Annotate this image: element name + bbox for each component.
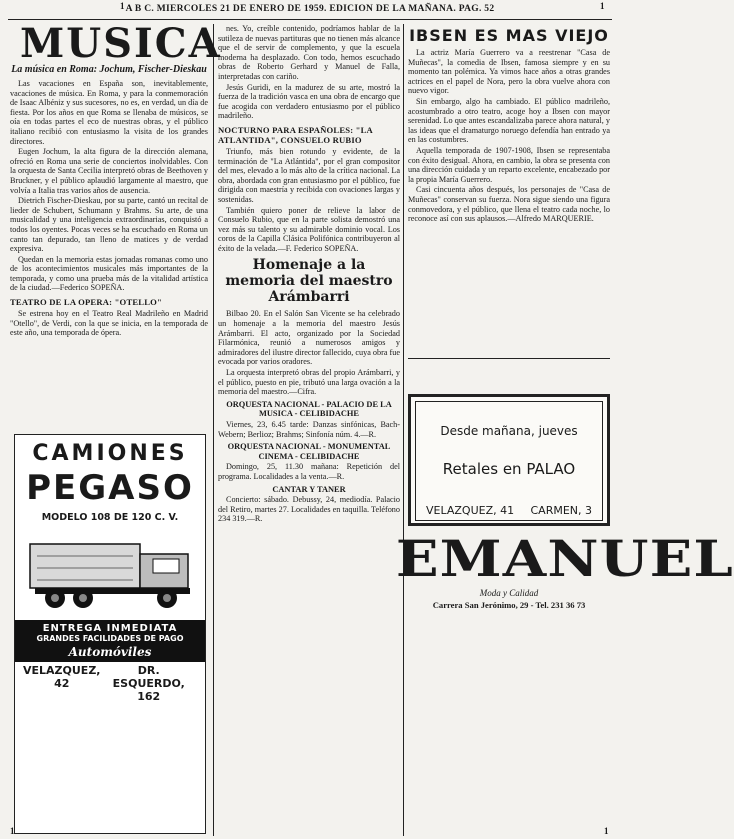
article-paragraph: Dietrich Fischer-Dieskau, por su parte, cantó un recital de lieder de Schubert, Schumann y Brahms. Su arte, de una musicalidad y una inteligencia extraordinarias, conquistó a todos los oyentes. Pocas veces se ha escuchado en Roma un canto tan depurado, tan lleno de matices y de verdad expresiva. <box>10 196 208 254</box>
pegaso-advertisement[interactable] <box>14 434 206 834</box>
palao-addresses <box>416 504 602 517</box>
page-header: A B C. MIERCOLES 21 DE ENERO DE 1959. EDICION DE LA MAÑANA. PAG. 52 <box>125 4 495 14</box>
emanuel-tagline: Moda y Calidad <box>479 588 539 598</box>
truck-illustration <box>25 526 195 616</box>
column-divider-left <box>213 24 214 836</box>
ad-camiones: CAMIONES <box>32 441 188 466</box>
intro-paragraph: nes. Yo, creíble contenido, podríamos hablar de la sutileza de nuevas partituras que no tienen más alcance que el de servir de complemento, y que la escuela moderna ha desplazado. Con todo, hemos escuchado obras de Roberto Gerhard y Manuel de Falla, interpretadas con cariño. <box>218 24 400 81</box>
section-paragraph: La orquesta interpretó obras del propio Arámbarri, y el público, puesto en pie, tributó una larga ovación a la memoria del maestro.—Cifra. <box>218 368 400 397</box>
ad-address-right: DR. ESQUERDO, 162 <box>112 664 185 703</box>
emanuel-advertisement[interactable] <box>395 529 734 616</box>
article-paragraph: Las vacaciones en España son, inevitablemente, vacaciones de música. En Roma, y para la conmemoración de Isaac Albéniz y sus sucesores, no es, en verdad, un día de fiesta. Por los años en que Roma se llenaba de músicos, se oía en todas partes el eco de nuestras obras, y el público italiano recibió con entusiasmo la visita de los grandes directores. <box>10 79 208 146</box>
ad-pegaso-brand: PEGASO <box>26 468 194 508</box>
section-title-atlantida: NOCTURNO PARA ESPAÑOLES: "LA ATLANTIDA", CONSUELO RUBIO <box>218 124 373 145</box>
ad-payment: GRANDES FACILIDADES DE PAGO <box>36 634 184 643</box>
section-paragraph: También quiero poner de relieve la labor de Consuelo Rubio, que en la parte solista demostró una vez más su talento y su admirable dominio vocal. Los coros de la Capilla Clásica Polifónica contribuyeron al éxito de la velada.—F. Federico SOPEÑA. <box>218 205 400 253</box>
ibsen-bottom-rule <box>408 358 610 359</box>
corner-mark-bottom-left: 1 <box>10 826 15 836</box>
ibsen-paragraph: Aquella temporada de 1907-1908, Ibsen se representaba con éxito desigual. Ahora, en cambio, la obra se presenta con una dirección cuidada y un reparto excelente, encabezado por la propia María Guerrero. <box>408 145 610 184</box>
emanuel-contact: Carrera San Jerónimo, 29 - Tel. 231 36 73 <box>432 600 586 610</box>
section-paragraph: Bilbao 20. En el Salón San Vicente se ha celebrado un homenaje a la memoria del maestro Jesús Arámbarri. El acto, organizado por la Sociedad Filarmónica, reunió a numerosos amigos y admiradores del ilustre director fallecido, cuya obra fue evocada por varios oradores. <box>218 309 400 367</box>
palao-address-left: VELAZQUEZ, 41 <box>426 504 515 517</box>
ibsen-paragraph: Casi cincuenta años después, los personajes de "Casa de Muñecas" conservan su fuerza. Nora sigue siendo una figura conmovedora, y el público, que llena el teatro cada noche, lo reconoce así con sus aplausos.—Alfredo MARQUERIE. <box>408 185 610 224</box>
emanuel-brand: EMANUEL <box>395 529 734 588</box>
concert-text: Concierto: sábado. Debussy, 24, mediodía. Palacio del Retiro, martes 27. Localidades en taquilla. Teléfono 234 319.—R. <box>218 495 400 524</box>
ad-model: MODELO 108 DE 120 C. V. <box>41 512 179 523</box>
ad-dealer: Automóviles <box>68 645 152 659</box>
left-column <box>10 20 222 430</box>
ad-delivery: ENTREGA INMEDIATA <box>42 623 178 634</box>
palao-date: Desde mañana, jueves <box>440 424 578 438</box>
column-divider-right <box>403 24 404 836</box>
section-paragraph: Triunfo, más bien rotundo y evidente, de la terminación de "La Atlántida", por el gran compositor del mes, elevado a lo más alto de la crítica nacional. La obra, abordada con gran entusiasmo por el público, fue dirigida con maestría y recibida con ovaciones largas y sostenidas. <box>218 146 400 204</box>
concert-text: Viernes, 23, 6.45 tarde: Danzas sinfónicas, Bach-Webern; Berlioz; Brahms; Sinfonía núm. 4.—R. <box>218 420 400 439</box>
section-title-musica: MUSICA <box>20 20 222 67</box>
palao-advertisement[interactable] <box>408 394 610 526</box>
concert-title: CANTAR Y TANER <box>272 484 346 494</box>
concert-title: ORQUESTA NACIONAL - MONUMENTAL CINEMA - CELIBIDACHE <box>227 442 391 461</box>
concert-title: ORQUESTA NACIONAL - PALACIO DE LA MUSICA - CELIBIDACHE <box>226 399 392 419</box>
corner-mark-top-left: 1 <box>120 1 125 11</box>
article-paragraph: Quedan en la memoria estas jornadas romanas como uno de los acontecimientos musicales más importantes de la temporada, y como una prueba más de la vitalidad artística de la ciudad.—Federico SOPEÑA. <box>10 254 208 293</box>
corner-mark-bottom-right: 1 <box>604 826 609 836</box>
middle-column <box>218 24 400 834</box>
ibsen-title: IBSEN ES MAS VIEJO <box>409 26 609 45</box>
ad-addresses <box>15 662 205 705</box>
ad-address-left: VELAZQUEZ, 42 <box>23 664 101 690</box>
section-title-homenaje: Homenaje a la memoria del maestro Arámbarri <box>225 257 393 306</box>
ad-band <box>15 620 205 662</box>
article-title: La música en Roma: Jochum, Fischer-Dieskau <box>11 64 207 75</box>
teatro-paragraph: Se estrena hoy en el Teatro Real Madrileño en Madrid "Otello", de Verdi, con la que se inicia, en la temporada de este año, una temporada de ópera. <box>10 309 208 338</box>
concert-text: Domingo, 25, 11.30 mañana: Repetición del programa. Localidades a la venta.—R. <box>218 462 400 481</box>
ibsen-paragraph: Sin embargo, algo ha cambiado. El público madrileño, acostumbrado a otro teatro, acoge hoy a Ibsen con mayor serenidad. Lo que antes escandalizaba parece ahora natural, y las ideas que el dramaturgo noruego defendía han entrado ya en las costumbres. <box>408 96 610 145</box>
ibsen-article <box>408 26 610 356</box>
corner-mark-top-right: 1 <box>600 1 605 11</box>
ibsen-paragraph: La actriz María Guerrero va a reestrenar "Casa de Muñecas", la comedia de Ibsen, famosa siempre y en su momento tan polémica. Ya vimos hace años a otras grandes actrices en el papel de Nora, pero la obra vuelve ahora con nuevo vigor. <box>408 48 610 96</box>
teatro-title: TEATRO DE LA OPERA: "OTELLO" <box>10 297 163 308</box>
intro-paragraph: Jesús Guridi, en la madurez de su arte, mostró la fuerza de la tradición vasca en una obra de encargo que fue acogida con verdadero entusiasmo por el público madrileño. <box>218 82 400 121</box>
palao-address-right: CARMEN, 3 <box>530 504 592 517</box>
article-paragraph: Eugen Jochum, la alta figura de la dirección alemana, ofreció en Roma una serie de conciertos inolvidables. Con la orquesta de Santa Cecilia interpretó obras de Beethoven y Bruckner, y el público aplaudió largamente al maestro, que volvía a Italia tras varios años de ausencia. <box>10 147 208 195</box>
palao-headline: Retales en PALAO <box>442 460 576 478</box>
palao-inner-frame <box>415 401 603 521</box>
